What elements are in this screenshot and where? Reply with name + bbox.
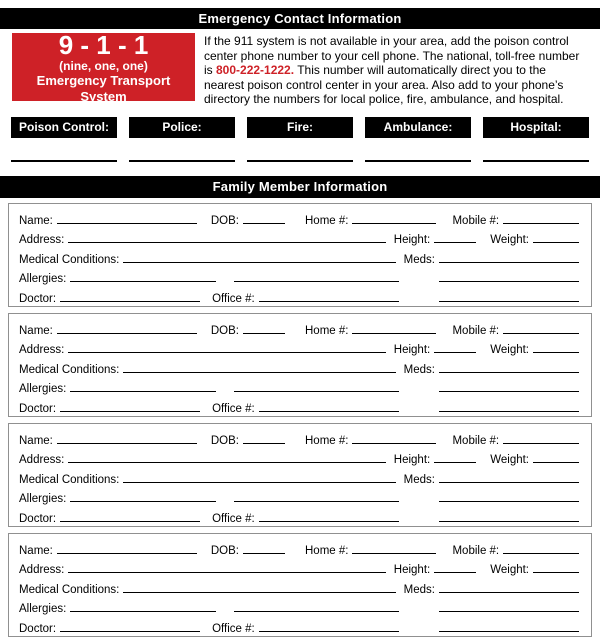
weight-label: Weight: <box>490 342 529 360</box>
badge-pronunciation: (nine, one, one) <box>12 59 195 73</box>
family-member-block <box>8 313 592 417</box>
meds-line[interactable] <box>439 250 579 263</box>
doctor-label: Doctor: <box>19 511 56 529</box>
member-row-name <box>19 321 579 341</box>
member-row-allergies <box>19 379 579 399</box>
medical-conditions-label: Medical Conditions: <box>19 252 119 270</box>
fire-label: Fire: <box>247 117 353 138</box>
allergies-continuation-line[interactable] <box>234 489 399 502</box>
medical-conditions-label: Medical Conditions: <box>19 362 119 380</box>
dob-line[interactable] <box>243 211 285 224</box>
name-label: Name: <box>19 543 53 561</box>
allergies-label: Allergies: <box>19 491 66 509</box>
member-row-name <box>19 541 579 561</box>
allergies-label: Allergies: <box>19 381 66 399</box>
ambulance-line[interactable] <box>365 160 471 162</box>
office-phone-label: Office #: <box>212 291 255 309</box>
address-line[interactable] <box>68 560 385 573</box>
address-label: Address: <box>19 232 64 250</box>
allergies-line[interactable] <box>70 379 216 392</box>
allergies-label: Allergies: <box>19 601 66 619</box>
dob-line[interactable] <box>243 321 285 334</box>
allergies-continuation-line[interactable] <box>234 269 399 282</box>
height-label: Height: <box>394 452 430 470</box>
weight-line[interactable] <box>533 560 579 573</box>
mobile-phone-label: Mobile #: <box>452 323 499 341</box>
nine-one-one-badge <box>12 33 195 101</box>
home-phone-label: Home #: <box>305 323 348 341</box>
dob-line[interactable] <box>243 431 285 444</box>
name-label: Name: <box>19 323 53 341</box>
weight-label: Weight: <box>490 452 529 470</box>
member-row-medical <box>19 360 579 380</box>
poison-control-line[interactable] <box>11 160 117 162</box>
height-line[interactable] <box>434 450 476 463</box>
height-label: Height: <box>394 342 430 360</box>
doctor-line[interactable] <box>60 509 200 522</box>
doctor-label: Doctor: <box>19 621 56 638</box>
doctor-label: Doctor: <box>19 401 56 419</box>
mobile-phone-line[interactable] <box>503 431 579 444</box>
emergency-contact-header: Emergency Contact Information <box>0 8 600 29</box>
mobile-phone-label: Mobile #: <box>452 433 499 451</box>
mobile-phone-line[interactable] <box>503 321 579 334</box>
member-row-doctor <box>19 509 579 529</box>
mobile-phone-line[interactable] <box>503 211 579 224</box>
member-row-address <box>19 450 579 470</box>
name-label: Name: <box>19 433 53 451</box>
intro-paragraph <box>204 33 588 107</box>
allergies-line[interactable] <box>70 269 216 282</box>
home-phone-label: Home #: <box>305 213 348 231</box>
name-line[interactable] <box>57 541 197 554</box>
police-line[interactable] <box>129 160 235 162</box>
allergies-continuation-line[interactable] <box>234 599 399 612</box>
member-row-name <box>19 211 579 231</box>
medical-conditions-label: Medical Conditions: <box>19 472 119 490</box>
fire-line[interactable] <box>247 160 353 162</box>
height-line[interactable] <box>434 340 476 353</box>
medical-conditions-label: Medical Conditions: <box>19 582 119 600</box>
police-label: Police: <box>129 117 235 138</box>
office-phone-label: Office #: <box>212 621 255 638</box>
weight-line[interactable] <box>533 340 579 353</box>
emergency-contact-labels <box>11 117 589 138</box>
doctor-line[interactable] <box>60 399 200 412</box>
home-phone-line[interactable] <box>352 541 436 554</box>
ambulance-label: Ambulance: <box>365 117 471 138</box>
meds-label: Meds: <box>404 362 435 380</box>
height-label: Height: <box>394 562 430 580</box>
meds-label: Meds: <box>404 472 435 490</box>
meds-continuation-line-2[interactable] <box>439 289 579 302</box>
allergies-line[interactable] <box>70 489 216 502</box>
family-member-block <box>8 533 592 637</box>
office-phone-line[interactable] <box>259 289 399 302</box>
medical-conditions-line[interactable] <box>123 580 395 593</box>
weight-line[interactable] <box>533 230 579 243</box>
meds-label: Meds: <box>404 582 435 600</box>
address-label: Address: <box>19 562 64 580</box>
medical-conditions-line[interactable] <box>123 470 395 483</box>
dob-line[interactable] <box>243 541 285 554</box>
family-members-list <box>8 203 592 637</box>
family-member-block <box>8 203 592 307</box>
allergies-line[interactable] <box>70 599 216 612</box>
address-label: Address: <box>19 342 64 360</box>
office-phone-label: Office #: <box>212 401 255 419</box>
office-phone-label: Office #: <box>212 511 255 529</box>
member-row-medical <box>19 470 579 490</box>
dob-label: DOB: <box>211 543 239 561</box>
meds-continuation-line-2[interactable] <box>439 509 579 522</box>
name-label: Name: <box>19 213 53 231</box>
meds-line[interactable] <box>439 580 579 593</box>
address-line[interactable] <box>68 230 385 243</box>
address-line[interactable] <box>68 340 385 353</box>
mobile-phone-label: Mobile #: <box>452 213 499 231</box>
member-row-allergies <box>19 489 579 509</box>
intro-section <box>0 29 600 107</box>
mobile-phone-label: Mobile #: <box>452 543 499 561</box>
family-member-header: Family Member Information <box>0 176 600 198</box>
member-row-medical <box>19 250 579 270</box>
family-member-block <box>8 423 592 527</box>
medical-conditions-line[interactable] <box>123 250 395 263</box>
meds-continuation-line-1[interactable] <box>439 599 579 612</box>
meds-continuation-line-2[interactable] <box>439 399 579 412</box>
name-line[interactable] <box>57 431 197 444</box>
paragraph-before-phone: If the 911 system is not available in your area, add the poison control center phone number to your cell phone. The national, toll-free number is <box>204 34 579 77</box>
emergency-contact-writein-lines <box>11 160 589 162</box>
dob-label: DOB: <box>211 433 239 451</box>
meds-continuation-line-1[interactable] <box>439 489 579 502</box>
hospital-line[interactable] <box>483 160 589 162</box>
allergies-label: Allergies: <box>19 271 66 289</box>
height-label: Height: <box>394 232 430 250</box>
meds-continuation-line-1[interactable] <box>439 269 579 282</box>
doctor-label: Doctor: <box>19 291 56 309</box>
poison-control-phone-number: 800-222-1222. <box>216 63 294 77</box>
height-line[interactable] <box>434 560 476 573</box>
dob-label: DOB: <box>211 323 239 341</box>
meds-continuation-line-1[interactable] <box>439 379 579 392</box>
member-row-medical <box>19 580 579 600</box>
office-phone-line[interactable] <box>259 509 399 522</box>
weight-label: Weight: <box>490 232 529 250</box>
member-row-name <box>19 431 579 451</box>
doctor-line[interactable] <box>60 289 200 302</box>
badge-number: 9 - 1 - 1 <box>12 32 195 59</box>
badge-caption: Emergency Transport System <box>12 73 195 105</box>
home-phone-label: Home #: <box>305 543 348 561</box>
home-phone-line[interactable] <box>352 431 436 444</box>
meds-line[interactable] <box>439 360 579 373</box>
address-label: Address: <box>19 452 64 470</box>
member-row-doctor <box>19 399 579 419</box>
meds-continuation-line-2[interactable] <box>439 619 579 632</box>
home-phone-line[interactable] <box>352 211 436 224</box>
poison-control-label: Poison Control: <box>11 117 117 138</box>
member-row-allergies <box>19 269 579 289</box>
height-line[interactable] <box>434 230 476 243</box>
doctor-line[interactable] <box>60 619 200 632</box>
member-row-allergies <box>19 599 579 619</box>
paragraph-after-phone: This number will automatically direct you to the nearest poison control center in your area. Also add to your phone’s directory the numbers for local police, fire, ambulance, and hospital. <box>204 63 564 106</box>
member-row-doctor <box>19 619 579 638</box>
allergies-continuation-line[interactable] <box>234 379 399 392</box>
mobile-phone-line[interactable] <box>503 541 579 554</box>
medical-conditions-line[interactable] <box>123 360 395 373</box>
office-phone-line[interactable] <box>259 399 399 412</box>
weight-line[interactable] <box>533 450 579 463</box>
member-row-address <box>19 340 579 360</box>
member-row-address <box>19 560 579 580</box>
name-line[interactable] <box>57 211 197 224</box>
weight-label: Weight: <box>490 562 529 580</box>
office-phone-line[interactable] <box>259 619 399 632</box>
meds-line[interactable] <box>439 470 579 483</box>
meds-label: Meds: <box>404 252 435 270</box>
hospital-label: Hospital: <box>483 117 589 138</box>
home-phone-label: Home #: <box>305 433 348 451</box>
member-row-doctor <box>19 289 579 309</box>
home-phone-line[interactable] <box>352 321 436 334</box>
name-line[interactable] <box>57 321 197 334</box>
dob-label: DOB: <box>211 213 239 231</box>
address-line[interactable] <box>68 450 385 463</box>
member-row-address <box>19 230 579 250</box>
